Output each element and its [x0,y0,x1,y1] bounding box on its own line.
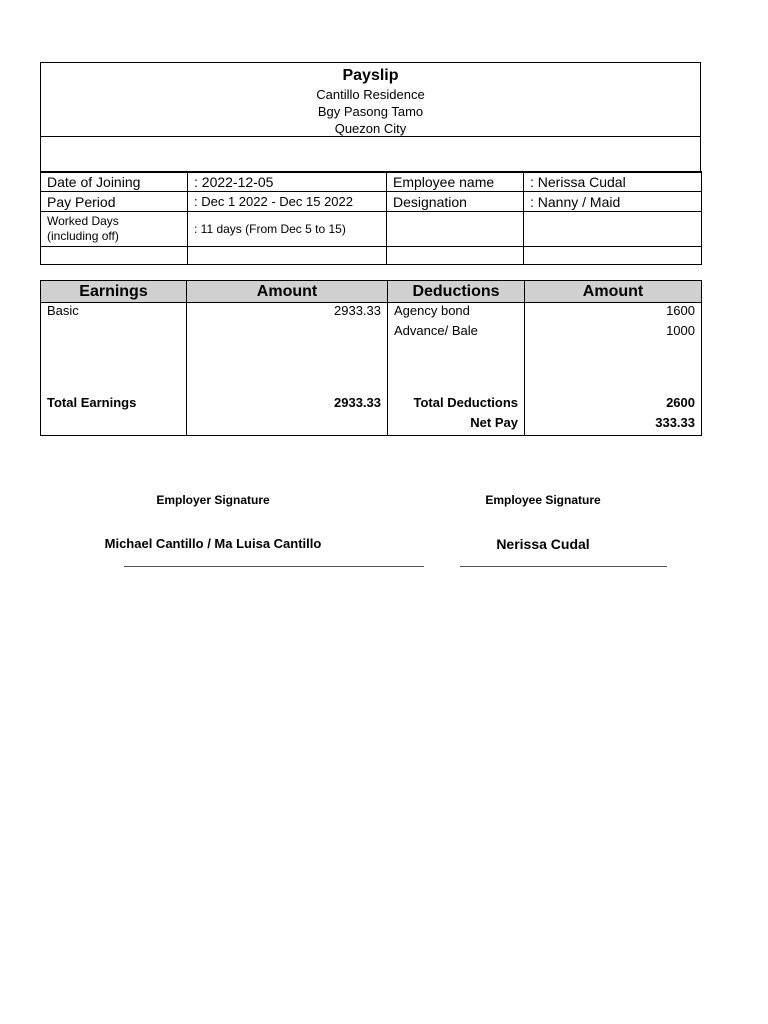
header-blank-row [41,137,700,172]
worked-days-label-line-1: Worked Days [47,214,119,228]
net-pay-row [41,415,702,436]
employee-info-table [40,171,702,265]
address-line-3: Quezon City [334,121,407,136]
payslip-title: Payslip [342,67,399,84]
empty-cell [41,343,187,395]
employee-signature-line [460,566,667,567]
total-earnings-value: 2933.33 [187,395,388,415]
employer-signature-label: Employer Signature [156,493,270,507]
pay-row [41,323,702,343]
empty-cell [187,415,388,436]
empty-cell [525,343,702,395]
empty-cell [188,247,387,265]
pay-row [41,303,702,324]
date-of-joining-label: Date of Joining [41,172,188,192]
pay-spacer-row [41,343,702,395]
net-pay-label: Net Pay [388,415,525,436]
pay-header-row [41,281,702,303]
empty-cell [187,323,388,343]
pay-total-row [41,395,702,415]
deductions-header: Deductions [388,281,525,303]
header-title-block [41,63,700,137]
payslip-header [40,62,701,173]
info-row [41,212,702,247]
total-deductions-label: Total Deductions [388,395,525,415]
total-deductions-value: 2600 [525,395,702,415]
empty-cell [387,247,524,265]
total-earnings-label: Total Earnings [41,395,187,415]
earnings-amount-header: Amount [187,281,388,303]
empty-cell [524,247,702,265]
address-line-2: Bgy Pasong Tamo [317,104,424,119]
worked-days-label [41,212,188,247]
pay-period-value: : Dec 1 2022 - Dec 15 2022 [188,192,387,212]
deduction-amount: 1600 [525,303,702,324]
employee-name: Nerissa Cudal [496,536,590,552]
deductions-amount-header: Amount [525,281,702,303]
deduction-label: Agency bond [388,303,525,324]
address-line-1: Cantillo Residence [316,87,425,102]
net-pay-value: 333.33 [525,415,702,436]
earnings-header: Earnings [41,281,187,303]
earnings-deductions-table [40,280,702,436]
deduction-label: Advance/ Bale [388,323,525,343]
info-row [41,172,702,192]
employee-name-value: : Nerissa Cudal [524,172,702,192]
worked-days-label-line-2: (including off) [47,229,119,243]
empty-cell [524,212,702,247]
earning-amount: 2933.33 [187,303,388,324]
empty-cell [41,415,187,436]
earning-label: Basic [41,303,187,324]
info-row-blank [41,247,702,265]
empty-cell [41,247,188,265]
designation-value: : Nanny / Maid [524,192,702,212]
employer-name: Michael Cantillo / Ma Luisa Cantillo [104,536,322,551]
empty-cell [387,212,524,247]
date-of-joining-value: : 2022-12-05 [188,172,387,192]
deduction-amount: 1000 [525,323,702,343]
info-row [41,192,702,212]
empty-cell [388,343,525,395]
empty-cell [41,323,187,343]
employee-signature-label: Employee Signature [485,493,601,507]
worked-days-value: : 11 days (From Dec 5 to 15) [188,212,387,247]
employee-name-label: Employee name [387,172,524,192]
pay-period-label: Pay Period [41,192,188,212]
employer-signature-line [124,566,424,567]
empty-cell [187,343,388,395]
designation-label: Designation [387,192,524,212]
